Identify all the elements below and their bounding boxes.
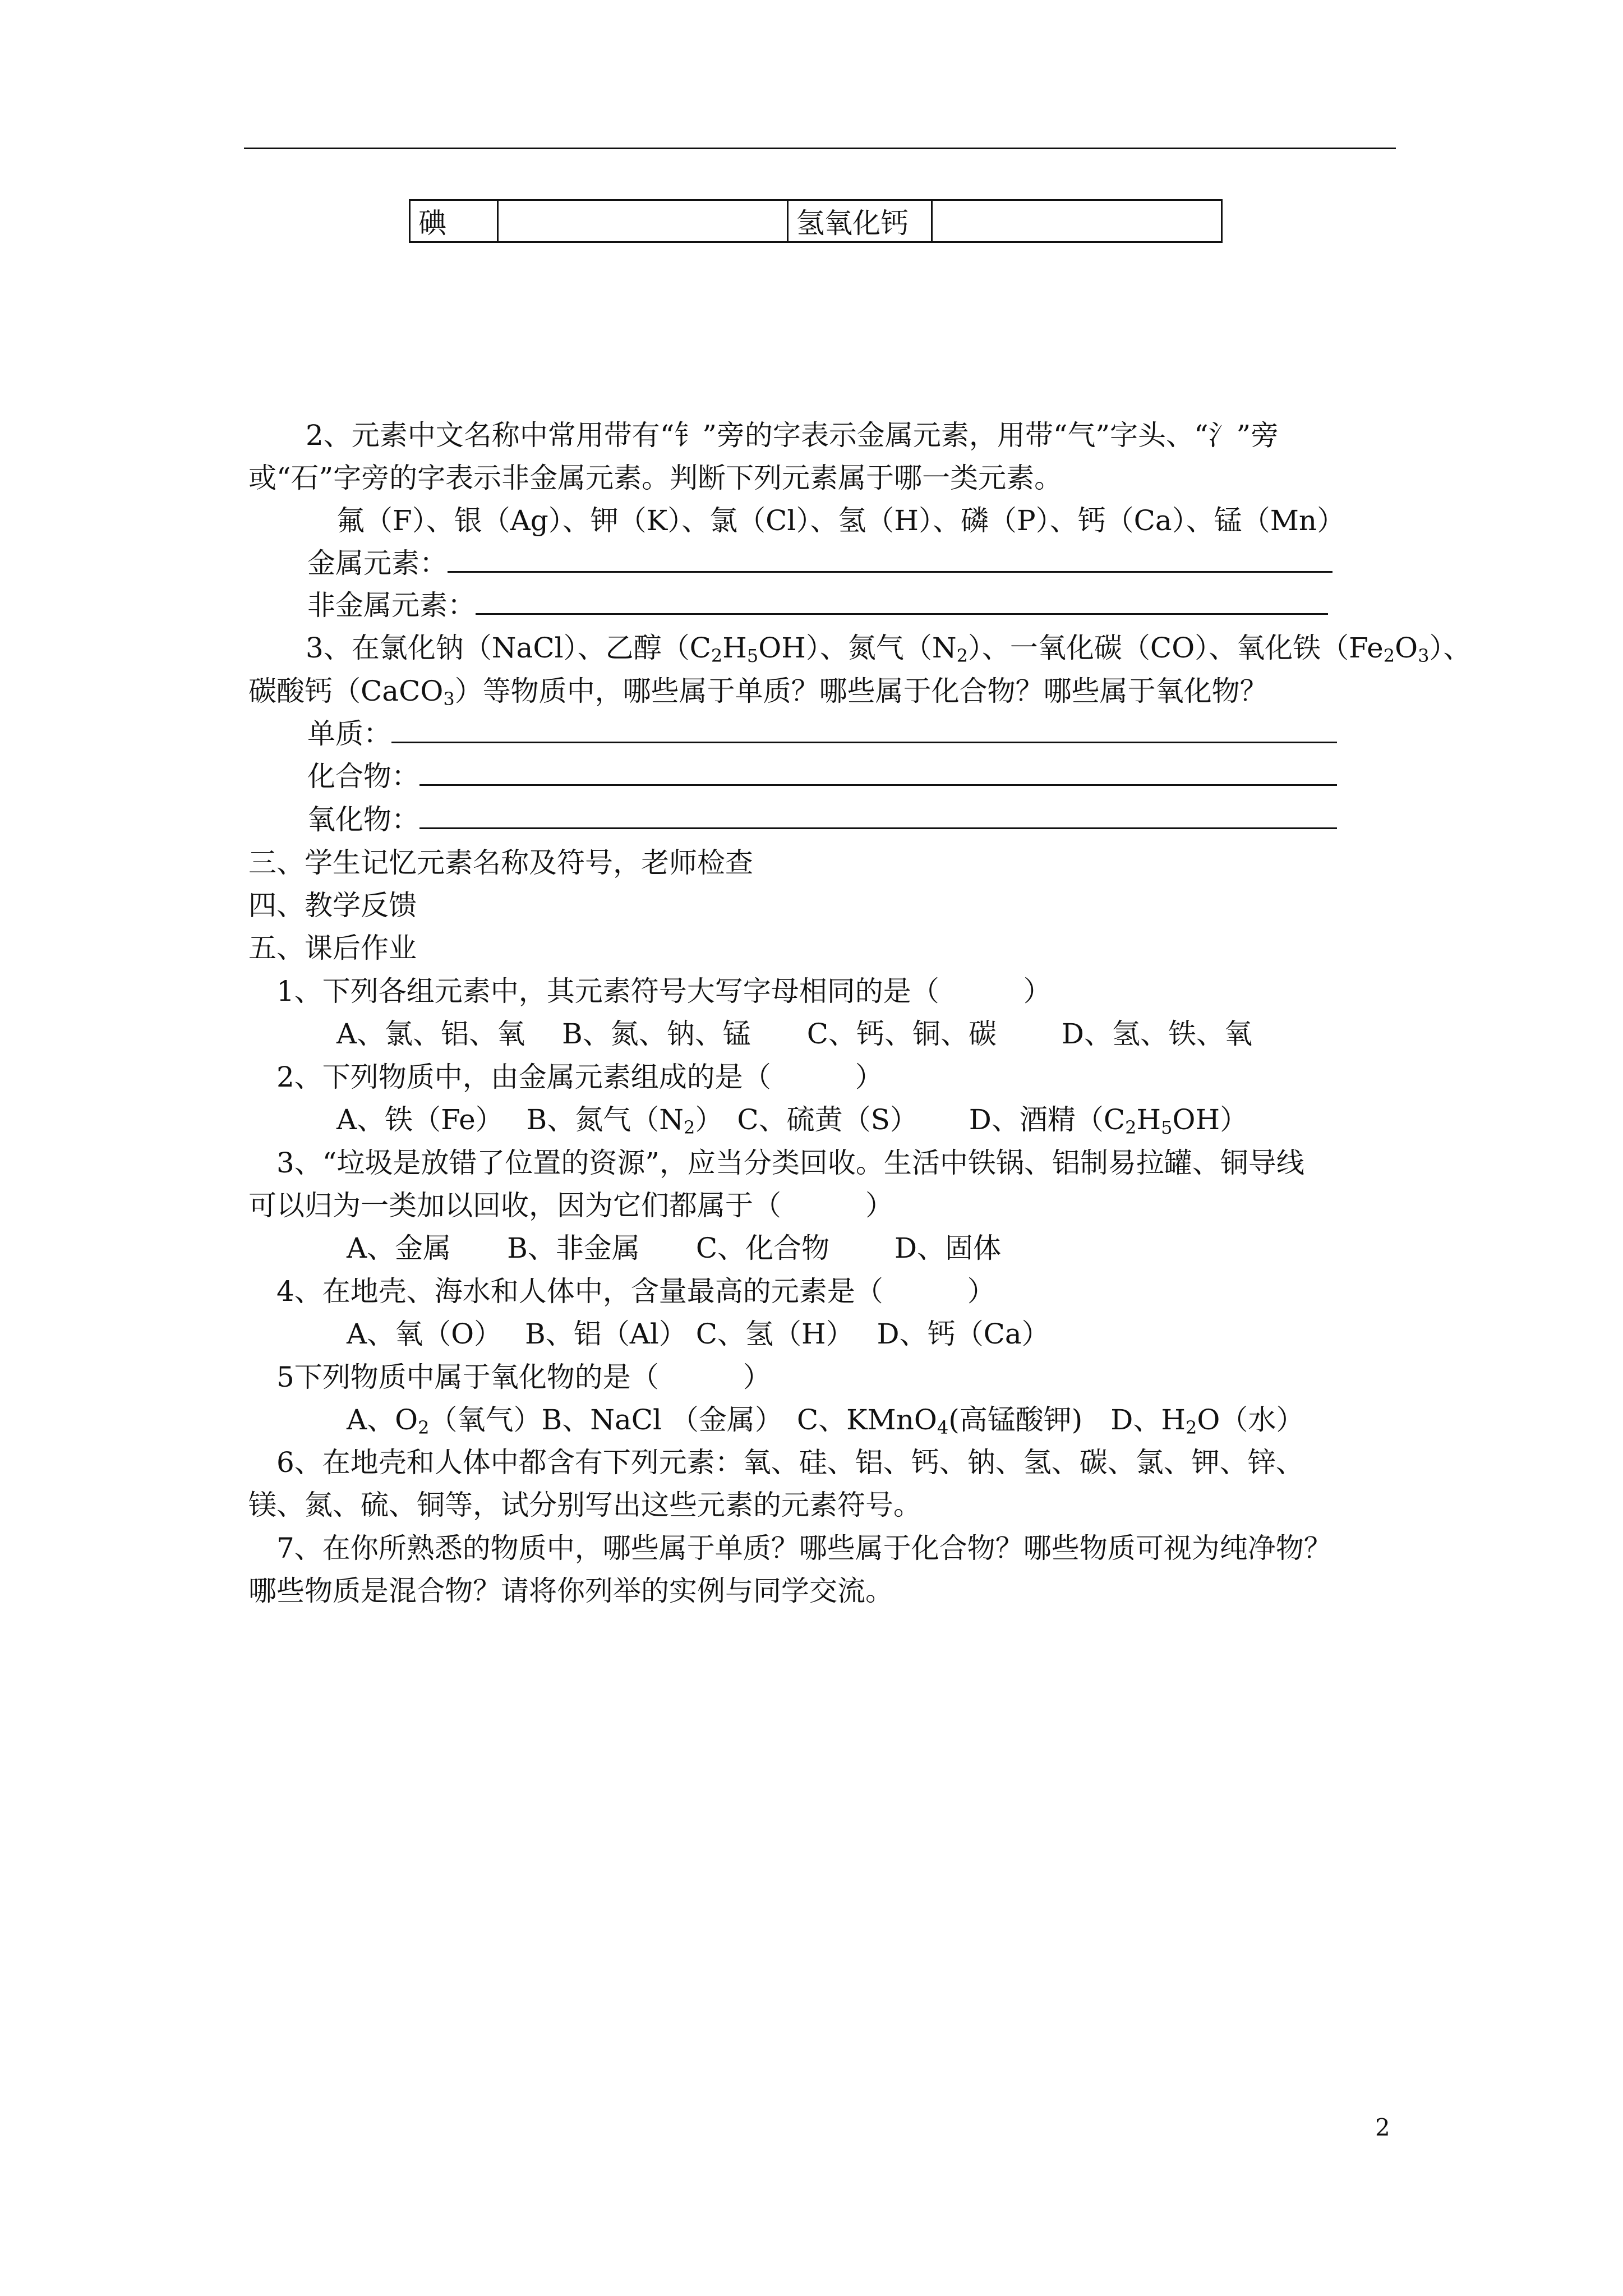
element-label: 单质： xyxy=(307,717,391,750)
q3-line-1: 3、在氯化钠（NaCl）、乙醇$(C_2H_5OH)$、氮气$(N_2)$、一氧化碳（CO）、氧化铁$(Fe_2O_3)$、 xyxy=(306,632,1472,666)
page-number: 2 xyxy=(1375,2114,1390,2141)
answer-blank xyxy=(419,760,1337,786)
table-cell xyxy=(932,200,1222,242)
hw-q7-line-1: 7、在你所熟悉的物质中，哪些属于单质？哪些属于化合物？哪些物质可视为纯净物？ xyxy=(276,1532,1332,1565)
hw-q3-line-2: 可以归为一类加以回收，因为它们都属于（ ） xyxy=(248,1189,893,1222)
nonmetal-label: 非金属元素： xyxy=(307,589,476,622)
hw-q5-options: A、$O_2$（氧气）B、NaCl （金属） C、KMnO$_4$(高锰酸钾) D、$H_2O$（水） xyxy=(347,1404,1304,1438)
hw-q1: 1、下列各组元素中，其元素符号大写字母相同的是（ ） xyxy=(276,975,1052,1007)
hw-q6-line-1: 6、在地壳和人体中都含有下列元素：氧、硅、铝、钙、钠、氢、碳、氯、钾、锌、 xyxy=(276,1446,1304,1479)
section-5: 五、课后作业 xyxy=(248,932,417,964)
metal-label: 金属元素： xyxy=(307,547,448,579)
hw-q7-line-2: 哪些物质是混合物？请将你列举的实例与同学交流。 xyxy=(248,1575,893,1607)
oxide-label: 氧化物： xyxy=(307,803,419,836)
q2-elements: 氟（F）、银（Ag）、钾（K）、氯（Cl）、氢（H）、磷（P）、钙（Ca）、锰（Mn） xyxy=(336,504,1345,537)
q3-line-2: 碳酸钙（CaCO$_3$）等物质中，哪些属于单质？哪些属于化合物？哪些属于氧化物？ xyxy=(248,675,1268,710)
hw-q5: 5下列物质中属于氧化物的是（ ） xyxy=(276,1361,771,1393)
compound-label: 化合物： xyxy=(307,760,419,793)
hw-q6-line-2: 镁、氮、硫、铜等，试分别写出这些元素的元素符号。 xyxy=(248,1489,921,1521)
header-rule xyxy=(244,148,1396,149)
hw-q2-options: A、铁（Fe） B、氮气$(N_2)$ C、硫黄（S） D、酒精$(C_2H_5OH)$ xyxy=(336,1103,1248,1138)
hw-q3-options: A、金属 B、非金属 C、化合物 D、固体 xyxy=(347,1232,1002,1264)
compound-answer-line xyxy=(307,760,1337,793)
q2-line-1: 2、元素中文名称中常用带有“钅”旁的字表示金属元素，用带“气”字头、“氵”旁 xyxy=(306,419,1279,452)
answer-blank xyxy=(476,588,1328,615)
q2-line-2: 或“石”字旁的字表示非金属元素。判断下列元素属于哪一类元素。 xyxy=(248,462,1063,494)
answer-blank xyxy=(448,546,1332,573)
table-cell: 碘 xyxy=(410,200,498,242)
table-row xyxy=(410,200,1222,242)
hw-q3-line-1: 3、“垃圾是放错了位置的资源”，应当分类回收。生活中铁锅、铝制易拉罐、铜导线 xyxy=(276,1147,1304,1179)
hw-q4-options: A、氧（O） B、铝（Al） C、氢（H） D、钙（Ca） xyxy=(347,1318,1050,1350)
nonmetal-answer-line xyxy=(307,588,1328,622)
section-4: 四、教学反馈 xyxy=(248,889,417,922)
hw-q4: 4、在地壳、海水和人体中，含量最高的元素是（ ） xyxy=(276,1275,995,1308)
table-cell xyxy=(498,200,788,242)
metal-answer-line xyxy=(307,546,1332,580)
table-cell: 氢氧化钙 xyxy=(788,200,932,242)
answer-blank xyxy=(419,803,1337,829)
answer-blank xyxy=(391,717,1337,743)
section-3: 三、学生记忆元素名称及符号，老师检查 xyxy=(248,846,753,879)
hw-q2: 2、下列物质中，由金属元素组成的是（ ） xyxy=(276,1061,883,1093)
hw-q1-options: A、氯、铝、氧 B、氮、钠、锰 C、钙、铜、碳 D、氢、铁、氧 xyxy=(336,1018,1252,1050)
element-answer-line xyxy=(307,717,1337,751)
oxide-answer-line xyxy=(307,803,1337,836)
compound-table xyxy=(409,199,1223,243)
